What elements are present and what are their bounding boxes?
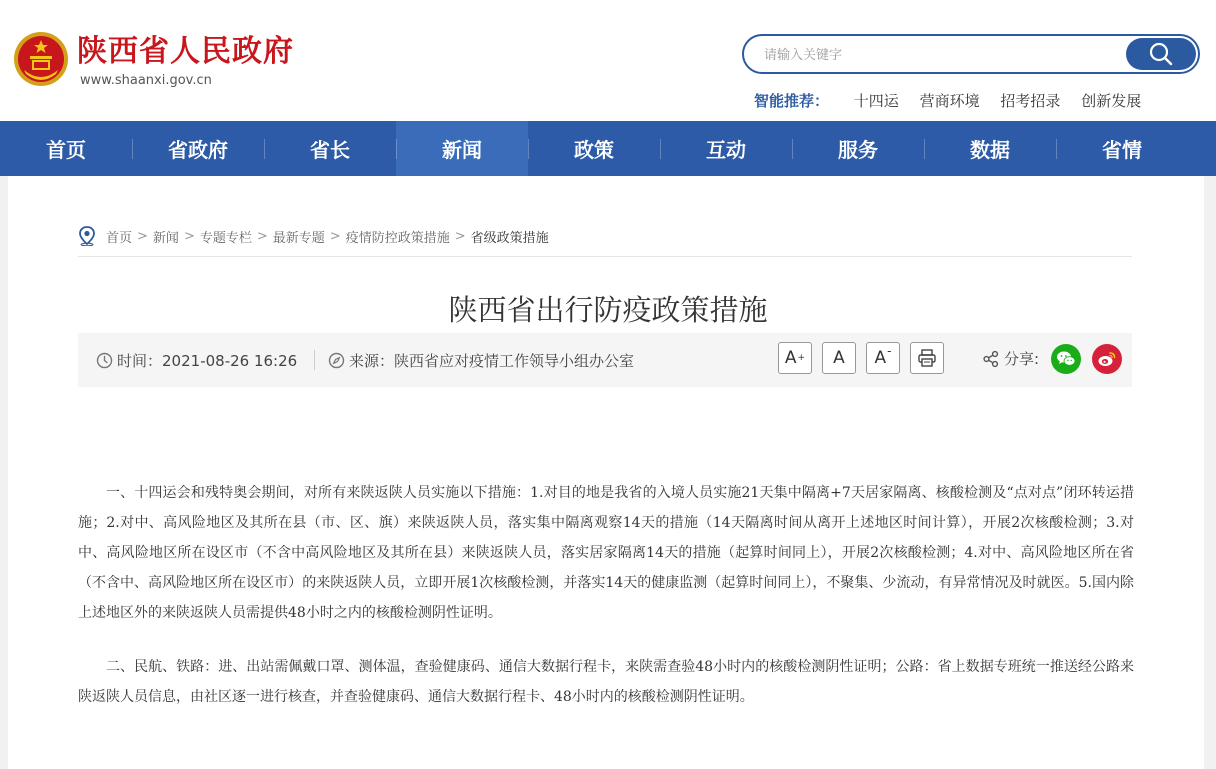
nav-item-government[interactable]: 省政府 [132, 121, 264, 176]
compass-icon [328, 352, 345, 369]
article-paragraph: 二、民航、铁路：进、出站需佩戴口罩、测体温，查验健康码、通信大数据行程卡，来陕需查验48小时内的核酸检测阴性证明；公路：省上数据专班统一推送经公路来陕返陕人员信息，由社区逐一进行核查，并查验健康码、通信大数据行程卡、48小时内的核酸检测阴性证明。 [78, 659, 1134, 705]
nav-item-news[interactable]: 新闻 [396, 121, 528, 176]
breadcrumb-special-topics[interactable]: 专题专栏 [199, 230, 252, 246]
share-section [982, 348, 1039, 369]
plus-icon: + [797, 353, 806, 363]
breadcrumb-separator: > [137, 228, 148, 244]
site-title[interactable]: 陕西省人民政府 [77, 34, 294, 69]
nav-item-home[interactable]: 首页 [46, 138, 86, 162]
minus-icon: - [887, 344, 892, 358]
site-domain: www.shaanxi.gov.cn [80, 73, 212, 88]
font-increase-label: A [784, 348, 797, 368]
breadcrumb-current[interactable]: 省级政策措施 [470, 230, 549, 246]
national-emblem-icon[interactable] [12, 30, 70, 88]
share-weibo-button[interactable] [1092, 344, 1122, 374]
breadcrumb-separator: > [329, 228, 341, 244]
nav-item-interaction[interactable]: 互动 [660, 121, 792, 176]
weibo-icon [1097, 350, 1117, 368]
print-button[interactable] [910, 342, 944, 374]
printer-icon [917, 348, 937, 368]
breadcrumb-epidemic-policies[interactable]: 疫情防控政策措施 [345, 230, 450, 246]
breadcrumb-news[interactable]: 新闻 [152, 230, 179, 246]
font-size-increase-button[interactable] [778, 342, 812, 374]
main-nav [0, 121, 1216, 176]
font-size-decrease-button[interactable] [866, 342, 900, 374]
share-wechat-button[interactable] [1051, 344, 1081, 374]
breadcrumb-separator: > [256, 228, 268, 244]
article-time [96, 350, 297, 371]
site-header [0, 0, 1216, 121]
article-source [328, 350, 634, 371]
smart-recommend [754, 91, 1157, 111]
breadcrumb-home[interactable]: 首页 [106, 230, 133, 246]
location-pin-icon [78, 226, 96, 246]
share-icon [982, 350, 1000, 368]
breadcrumb-separator: > [454, 228, 466, 244]
smart-link-business-environment[interactable]: 营商环境 [919, 92, 980, 110]
meta-divider [314, 350, 315, 370]
article-paragraph: 一、十四运会和残特奥会期间，对所有来陕返陕人员实施以下措施：1.对目的地是我省的入境人员实施21天集中隔离+7天居家隔离、核酸检测及“点对点”闭环转运措施；2.对中、高风险地区及其所在县（市、区、旗）来陕返陕人员，落实集中隔离观察14天的措施（14天隔离时间从离开上述地区时间计算），开展2次核酸检测；3.对中、高风险地区所在设区市（不含中高风险地区及其所在县）来陕返陕人员，落实居家隔离14天的措施（起算时间同上），开展2次核酸检测；4.对中、高风险地区所在省（不含中、高风险地区所在设区市）的来陕返陕人员，立即开展1次核酸检测，并落实14天的健康监测（起算时间同上），不聚集、少流动，有异常情况及时就医。5.国内除上述地区外的来陕返陕人员需提供48小时之内的核酸检测阴性证明。 [78, 485, 1134, 621]
source-label: 来源： [349, 352, 395, 370]
smart-link-innovation[interactable]: 创新发展 [1081, 92, 1142, 110]
nav-item-governor[interactable]: 省长 [264, 121, 396, 176]
article-body [78, 478, 1134, 736]
font-decrease-label: A [874, 348, 887, 368]
time-label: 时间： [117, 352, 163, 370]
breadcrumb-divider [78, 256, 1132, 257]
search-button[interactable] [1126, 38, 1196, 70]
smart-link-shisiyun[interactable]: 十四运 [853, 92, 899, 110]
article-title: 陕西省出行防疫政策措施 [448, 293, 768, 327]
search-box [742, 34, 1200, 74]
font-reset-label: A [833, 348, 845, 368]
smart-link-recruitment[interactable]: 招考招录 [1000, 92, 1061, 110]
source-value: 陕西省应对疫情工作领导小组办公室 [394, 352, 635, 370]
share-label: 分享: [1004, 350, 1040, 368]
nav-item-province-info[interactable]: 省情 [1056, 121, 1188, 176]
nav-item-services[interactable]: 服务 [792, 121, 924, 176]
clock-icon [96, 352, 113, 369]
nav-item-data[interactable]: 数据 [924, 121, 1056, 176]
breadcrumb-latest-topics[interactable]: 最新专题 [272, 230, 325, 246]
breadcrumb [78, 226, 549, 246]
search-icon [1148, 41, 1174, 67]
nav-item-policy[interactable]: 政策 [528, 121, 660, 176]
font-size-reset-button[interactable] [822, 342, 856, 374]
wechat-icon [1056, 350, 1076, 368]
breadcrumb-separator: > [183, 228, 195, 244]
time-value: 2021-08-26 16:26 [162, 351, 298, 370]
smart-recommend-label: 智能推荐： [754, 92, 830, 110]
search-input[interactable] [762, 36, 1126, 74]
